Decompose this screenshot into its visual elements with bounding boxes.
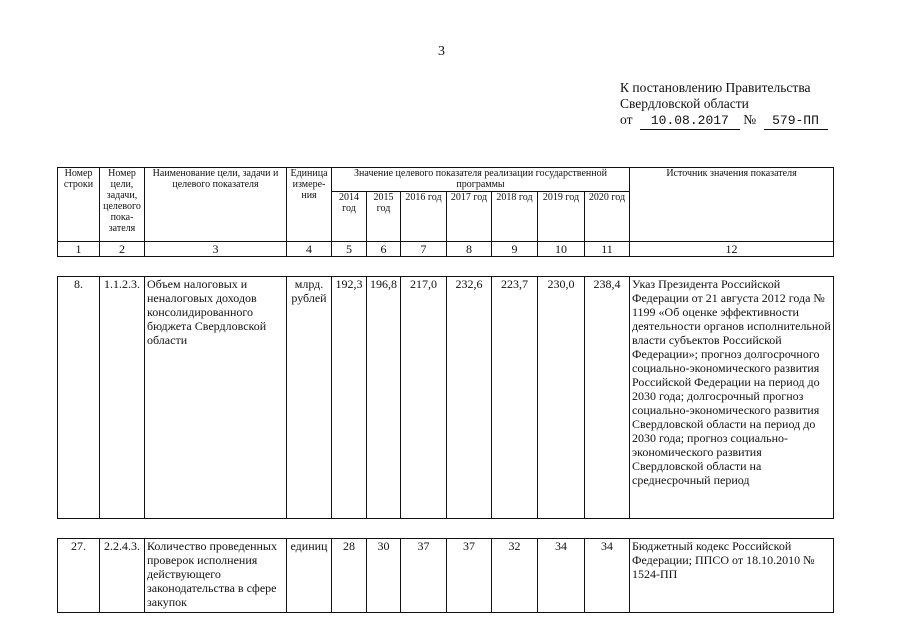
value-2015: 196,8 bbox=[367, 277, 401, 519]
value-2014: 28 bbox=[332, 539, 367, 613]
value-2019: 230,0 bbox=[538, 277, 585, 519]
table-header bbox=[57, 167, 834, 257]
value-2017: 37 bbox=[447, 539, 492, 613]
header-values-group: Значение целевого показателя реализации государственной программы bbox=[332, 168, 630, 192]
header-year-2017: 2017 год bbox=[447, 192, 492, 242]
decree-reference bbox=[620, 80, 828, 130]
header-year-2015: 2015 год bbox=[367, 192, 401, 242]
value-2016: 217,0 bbox=[401, 277, 447, 519]
indicator-source: Указ Президента Российской Федерации от 21 августа 2012 года № 1199 «Об оценке эффективности деятельности органов исполнительной власти субъектов Российской Федерации»; прогноз долгосрочного социально-экономического развития Российской Федерации на период до 2030 года; долгосрочный прогноз социально-экономического развития Свердловской области на период до 2030 года; прогноз социально-экономического развития Свердловской области на среднесрочный период bbox=[630, 277, 834, 519]
header-year-2019: 2019 год bbox=[538, 192, 585, 242]
header-year-2020: 2020 год bbox=[585, 192, 630, 242]
value-2020: 238,4 bbox=[585, 277, 630, 519]
decree-date-line bbox=[620, 112, 828, 130]
column-number: 12 bbox=[630, 242, 834, 257]
goal-code: 2.2.4.3. bbox=[100, 539, 145, 613]
column-number: 1 bbox=[58, 242, 100, 257]
value-2018: 223,7 bbox=[492, 277, 538, 519]
header-goal-number: Номер цели, задачи, целевого пока-зателя bbox=[100, 168, 145, 242]
header-unit: Единица измере-ния bbox=[287, 168, 332, 242]
value-2019: 34 bbox=[538, 539, 585, 613]
decree-line-1: К постановлению Правительства bbox=[620, 80, 811, 95]
value-2018: 32 bbox=[492, 539, 538, 613]
header-year-2014: 2014 год bbox=[332, 192, 367, 242]
table-row bbox=[57, 538, 834, 613]
header-year-2018: 2018 год bbox=[492, 192, 538, 242]
decree-from-label: от bbox=[620, 112, 633, 127]
value-2014: 192,3 bbox=[332, 277, 367, 519]
indicator-name: Количество проведенных проверок исполнения действующего законодательства в сфере закупок bbox=[145, 539, 287, 613]
column-number: 11 bbox=[585, 242, 630, 257]
goal-code: 1.1.2.3. bbox=[100, 277, 145, 519]
indicator-source: Бюджетный кодекс Российской Федерации; ППСО от 18.10.2010 № 1524-ПП bbox=[630, 539, 834, 613]
decree-line-2: Свердловской области bbox=[620, 96, 749, 111]
header-year-2016: 2016 год bbox=[401, 192, 447, 242]
value-2016: 37 bbox=[401, 539, 447, 613]
value-2017: 232,6 bbox=[447, 277, 492, 519]
page-number: 3 bbox=[438, 44, 445, 59]
column-number: 4 bbox=[287, 242, 332, 257]
header-name: Наименование цели, задачи и целевого показателя bbox=[145, 168, 287, 242]
row-number: 8. bbox=[58, 277, 100, 519]
unit: млрд. рублей bbox=[287, 277, 332, 519]
column-number: 3 bbox=[145, 242, 287, 257]
value-2020: 34 bbox=[585, 539, 630, 613]
table-row bbox=[57, 276, 834, 519]
header-row-number: Номер строки bbox=[58, 168, 100, 242]
column-number: 5 bbox=[332, 242, 367, 257]
column-number: 9 bbox=[492, 242, 538, 257]
column-number: 8 bbox=[447, 242, 492, 257]
header-source: Источник значения показателя bbox=[630, 168, 834, 242]
row-number: 27. bbox=[58, 539, 100, 613]
decree-number: 579-ПП bbox=[764, 113, 828, 130]
decree-number-label: № bbox=[743, 112, 757, 127]
indicator-name: Объем налоговых и неналоговых доходов консолидированного бюджета Свердловской области bbox=[145, 277, 287, 519]
column-number: 6 bbox=[367, 242, 401, 257]
column-number: 2 bbox=[100, 242, 145, 257]
column-number: 10 bbox=[538, 242, 585, 257]
unit: единиц bbox=[287, 539, 332, 613]
value-2015: 30 bbox=[367, 539, 401, 613]
column-number: 7 bbox=[401, 242, 447, 257]
decree-date: 10.08.2017 bbox=[640, 113, 740, 130]
